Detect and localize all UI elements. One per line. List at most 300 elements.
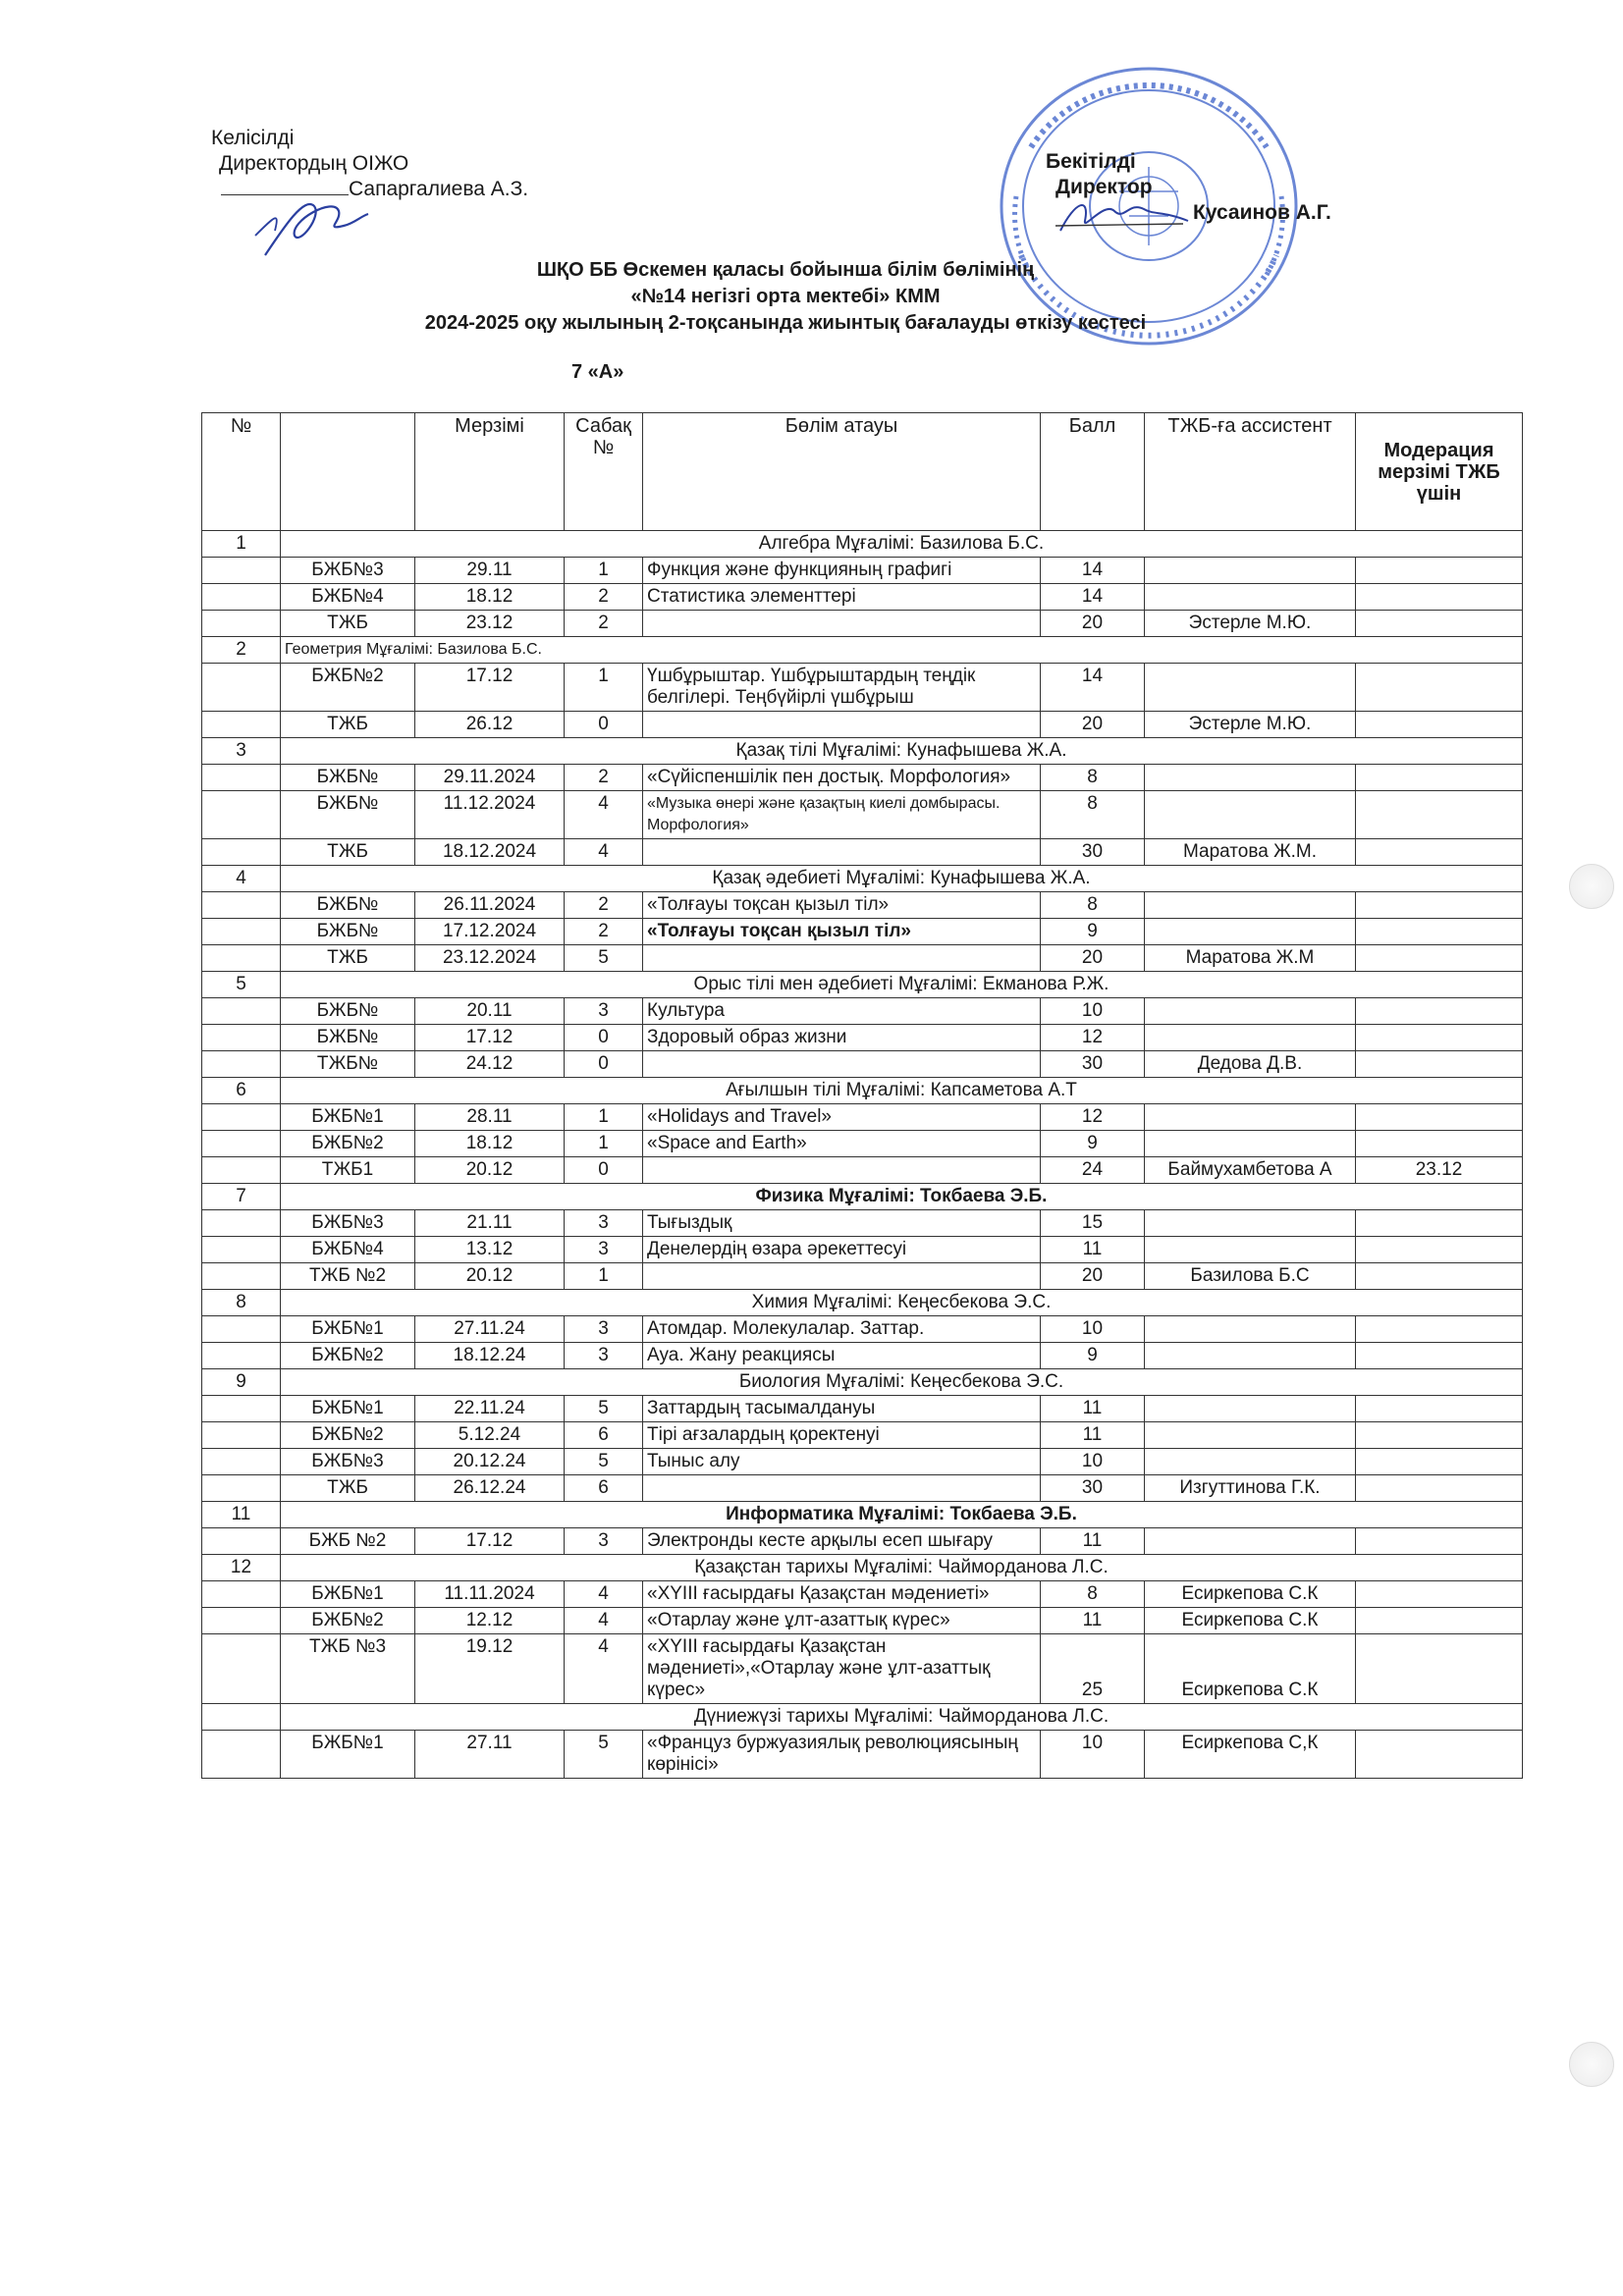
- assessment-date: 29.11: [415, 558, 565, 584]
- lesson-number: 4: [565, 1608, 643, 1634]
- lesson-number: 3: [565, 1210, 643, 1237]
- assessment-type: ТЖБ: [281, 839, 415, 866]
- lesson-number: 6: [565, 1422, 643, 1449]
- assistant-name: [1145, 1449, 1356, 1475]
- lesson-number: 4: [565, 1581, 643, 1608]
- lesson-number: 0: [565, 712, 643, 738]
- assistant-name: [1145, 1528, 1356, 1555]
- table-row: [202, 1449, 1523, 1475]
- assessment-type: БЖБ№: [281, 892, 415, 919]
- lesson-number: 1: [565, 664, 643, 712]
- section-name: [643, 1051, 1041, 1078]
- table-row: [202, 919, 1523, 945]
- table-body: [202, 531, 1523, 1779]
- subject-number: 4: [202, 866, 281, 892]
- title-line-3: 2024-2025 оқу жылының 2-тоқсанында жиынтық бағалауды өткізу кестесі: [424, 312, 1147, 334]
- subject-row: [202, 1184, 1523, 1210]
- lesson-number: 3: [565, 998, 643, 1025]
- lesson-number: 2: [565, 611, 643, 637]
- subject-row: [202, 637, 1523, 664]
- row-spacer-cell: [202, 1396, 281, 1422]
- table-row: [202, 1581, 1523, 1608]
- moderation-date: [1356, 945, 1523, 972]
- assessment-type: БЖБ№: [281, 919, 415, 945]
- assessment-date: 18.12: [415, 1131, 565, 1157]
- class-label: 7 «А»: [571, 361, 624, 383]
- agreed-position: Директордың ОІЖО: [219, 152, 409, 175]
- assessment-date: 17.12: [415, 1025, 565, 1051]
- assistant-name: [1145, 1316, 1356, 1343]
- assistant-name: [1145, 791, 1356, 839]
- assessment-type: ТЖБ: [281, 1475, 415, 1502]
- section-name: Ауа. Жану реакциясы: [643, 1343, 1041, 1369]
- section-name: «Space and Earth»: [643, 1131, 1041, 1157]
- section-name: «Толғауы тоқсан қызыл тіл»: [643, 919, 1041, 945]
- subject-row: [202, 1290, 1523, 1316]
- subject-number: 3: [202, 738, 281, 765]
- moderation-date: [1356, 1104, 1523, 1131]
- moderation-date: [1356, 1608, 1523, 1634]
- assessment-type: БЖБ№1: [281, 1581, 415, 1608]
- assessment-type: БЖБ№4: [281, 1237, 415, 1263]
- assessment-type: БЖБ№2: [281, 1422, 415, 1449]
- score: 30: [1041, 1475, 1145, 1502]
- assistant-name: Есиркепова С.К: [1145, 1634, 1356, 1704]
- lesson-number: 1: [565, 558, 643, 584]
- row-spacer-cell: [202, 1528, 281, 1555]
- assessment-type: БЖБ№1: [281, 1104, 415, 1131]
- lesson-number: 4: [565, 839, 643, 866]
- section-name: «Француз буржуазиялық революциясының көрінісі»: [643, 1731, 1041, 1779]
- table-row: [202, 1051, 1523, 1078]
- subject-number: 7: [202, 1184, 281, 1210]
- score: 25: [1041, 1634, 1145, 1704]
- subject-number: 2: [202, 637, 281, 664]
- assessment-date: 20.12: [415, 1157, 565, 1184]
- header-date: Мерзімі: [415, 413, 565, 531]
- score: 20: [1041, 1263, 1145, 1290]
- moderation-date: [1356, 839, 1523, 866]
- assistant-name: [1145, 765, 1356, 791]
- score: 11: [1041, 1528, 1145, 1555]
- moderation-date: [1356, 1025, 1523, 1051]
- section-name: Статистика элементтері: [643, 584, 1041, 611]
- assessment-schedule-table: [201, 412, 1523, 1779]
- table-row: [202, 945, 1523, 972]
- assistant-name: Эстерле М.Ю.: [1145, 712, 1356, 738]
- assessment-date: 24.12: [415, 1051, 565, 1078]
- score: 14: [1041, 558, 1145, 584]
- score: 10: [1041, 998, 1145, 1025]
- assistant-name: Эстерле М.Ю.: [1145, 611, 1356, 637]
- section-name: [643, 1157, 1041, 1184]
- row-spacer-cell: [202, 919, 281, 945]
- section-name: «Отарлау және ұлт-азаттық күрес»: [643, 1608, 1041, 1634]
- assessment-date: 17.12: [415, 664, 565, 712]
- moderation-date: [1356, 1528, 1523, 1555]
- moderation-date: [1356, 664, 1523, 712]
- assistant-name: Маратова Ж.М: [1145, 945, 1356, 972]
- assistant-name: [1145, 892, 1356, 919]
- assessment-date: 11.12.2024: [415, 791, 565, 839]
- subject-title: Химия Мұғалімі: Кеңесбекова Э.С.: [281, 1290, 1523, 1316]
- row-spacer-cell: [202, 791, 281, 839]
- assessment-type: ТЖБ1: [281, 1157, 415, 1184]
- assessment-type: ТЖБ №2: [281, 1263, 415, 1290]
- score: 8: [1041, 791, 1145, 839]
- assistant-name: Маратова Ж.М.: [1145, 839, 1356, 866]
- table-row: [202, 1210, 1523, 1237]
- score: 8: [1041, 892, 1145, 919]
- moderation-date: [1356, 1449, 1523, 1475]
- table-row: [202, 558, 1523, 584]
- lesson-number: 5: [565, 1449, 643, 1475]
- lesson-number: 5: [565, 1731, 643, 1779]
- assessment-type: БЖБ№2: [281, 664, 415, 712]
- row-spacer-cell: [202, 1263, 281, 1290]
- lesson-number: 0: [565, 1051, 643, 1078]
- section-name: [643, 1475, 1041, 1502]
- section-name: Электронды кесте арқылы есеп шығару: [643, 1528, 1041, 1555]
- subject-title: Қазақ әдебиеті Мұғалімі: Кунафышева Ж.А.: [281, 866, 1523, 892]
- signature-left-icon: [245, 177, 373, 270]
- header-assistant: ТЖБ-ға ассистент: [1145, 413, 1356, 531]
- assessment-date: 18.12.24: [415, 1343, 565, 1369]
- section-name: Культура: [643, 998, 1041, 1025]
- lesson-number: 3: [565, 1237, 643, 1263]
- assessment-date: 18.12.2024: [415, 839, 565, 866]
- assessment-date: 27.11.24: [415, 1316, 565, 1343]
- moderation-date: [1356, 584, 1523, 611]
- table-row: [202, 1608, 1523, 1634]
- lesson-number: 1: [565, 1131, 643, 1157]
- section-name: [643, 611, 1041, 637]
- assistant-name: [1145, 1131, 1356, 1157]
- row-spacer-cell: [202, 892, 281, 919]
- row-spacer-cell: [202, 1449, 281, 1475]
- row-spacer-cell: [202, 1731, 281, 1779]
- signature-right-icon: [1055, 191, 1193, 240]
- table-row: [202, 1634, 1523, 1704]
- score: 14: [1041, 664, 1145, 712]
- title-line-1: ШҚО ББ Өскемен қаласы бойынша білім бөлімінің: [536, 259, 1035, 281]
- assessment-type: ТЖБ: [281, 712, 415, 738]
- row-spacer-cell: [202, 1608, 281, 1634]
- section-name: [643, 945, 1041, 972]
- document-title: [295, 257, 1276, 337]
- score: 10: [1041, 1731, 1145, 1779]
- moderation-date: [1356, 1396, 1523, 1422]
- score: 20: [1041, 712, 1145, 738]
- assessment-date: 20.12.24: [415, 1449, 565, 1475]
- assistant-name: [1145, 1025, 1356, 1051]
- section-name: «Holidays and Travel»: [643, 1104, 1041, 1131]
- table-row: [202, 664, 1523, 712]
- header-lesson: Сабақ №: [565, 413, 643, 531]
- moderation-date: [1356, 558, 1523, 584]
- assessment-date: 26.12.24: [415, 1475, 565, 1502]
- assistant-name: [1145, 1210, 1356, 1237]
- assessment-type: БЖБ№1: [281, 1316, 415, 1343]
- score: 30: [1041, 1051, 1145, 1078]
- lesson-number: 5: [565, 945, 643, 972]
- assistant-name: Есиркепова С.К: [1145, 1608, 1356, 1634]
- approved-name: Кусаинов А.Г.: [1193, 201, 1331, 224]
- assessment-date: 23.12: [415, 611, 565, 637]
- subject-title: Қазақ тілі Мұғалімі: Кунафышева Ж.А.: [281, 738, 1523, 765]
- assessment-date: 19.12: [415, 1634, 565, 1704]
- subject-title: Орыс тілі мен әдебиеті Мұғалімі: Екманова Р.Ж.: [281, 972, 1523, 998]
- subject-row: [202, 1555, 1523, 1581]
- assessment-date: 21.11: [415, 1210, 565, 1237]
- score: 12: [1041, 1104, 1145, 1131]
- section-name: [643, 1263, 1041, 1290]
- section-name: «Музыка өнері және қазақтың киелі домбырасы. Морфология»: [643, 791, 1041, 839]
- punch-hole: [1569, 2042, 1614, 2087]
- assessment-date: 27.11: [415, 1731, 565, 1779]
- assistant-name: Изгуттинова Г.К.: [1145, 1475, 1356, 1502]
- assistant-name: [1145, 1422, 1356, 1449]
- table-row: [202, 1475, 1523, 1502]
- subject-number: 5: [202, 972, 281, 998]
- table-row: [202, 1131, 1523, 1157]
- assessment-date: 20.12: [415, 1263, 565, 1290]
- section-name: «Толғауы тоқсан қызыл тіл»: [643, 892, 1041, 919]
- row-spacer-cell: [202, 712, 281, 738]
- header-moderation: Модерация мерзімі ТЖБ үшін: [1356, 413, 1523, 531]
- subject-number: 9: [202, 1369, 281, 1396]
- assessment-type: ТЖБ: [281, 611, 415, 637]
- moderation-date: [1356, 998, 1523, 1025]
- section-name: Тірі ағзалардың қоректенуі: [643, 1422, 1041, 1449]
- assessment-type: БЖБ№2: [281, 1608, 415, 1634]
- moderation-date: 23.12: [1356, 1157, 1523, 1184]
- assistant-name: [1145, 664, 1356, 712]
- subject-number: 6: [202, 1078, 281, 1104]
- section-name: Тыныс алу: [643, 1449, 1041, 1475]
- score: 30: [1041, 839, 1145, 866]
- score: 8: [1041, 765, 1145, 791]
- assessment-date: 11.11.2024: [415, 1581, 565, 1608]
- assessment-date: 29.11.2024: [415, 765, 565, 791]
- subject-title: Дүниежүзі тарихы Мұғалімі: Чаймορданова Л.С.: [281, 1704, 1523, 1731]
- score: 20: [1041, 945, 1145, 972]
- assistant-name: Есиркепова С,К: [1145, 1731, 1356, 1779]
- subject-title: Алгебра Мұғалімі: Базилова Б.С.: [281, 531, 1523, 558]
- row-spacer-cell: [202, 998, 281, 1025]
- score: 12: [1041, 1025, 1145, 1051]
- row-spacer-cell: [202, 584, 281, 611]
- table-row: [202, 1104, 1523, 1131]
- subject-title: Қазақстан тарихы Мұғалімі: Чаймορданова Л.С.: [281, 1555, 1523, 1581]
- score: 11: [1041, 1608, 1145, 1634]
- assessment-date: 5.12.24: [415, 1422, 565, 1449]
- assessment-type: БЖБ№2: [281, 1131, 415, 1157]
- assessment-type: БЖБ№1: [281, 1396, 415, 1422]
- assessment-type: ТЖБ №3: [281, 1634, 415, 1704]
- score: 10: [1041, 1449, 1145, 1475]
- assessment-type: БЖБ№1: [281, 1731, 415, 1779]
- row-spacer-cell: [202, 1157, 281, 1184]
- lesson-number: 3: [565, 1528, 643, 1555]
- subject-row: [202, 738, 1523, 765]
- moderation-date: [1356, 765, 1523, 791]
- row-spacer-cell: [202, 1343, 281, 1369]
- moderation-date: [1356, 1581, 1523, 1608]
- subject-row: [202, 1502, 1523, 1528]
- table-row: [202, 765, 1523, 791]
- moderation-date: [1356, 1343, 1523, 1369]
- row-spacer-cell: [202, 1475, 281, 1502]
- lesson-number: 4: [565, 1634, 643, 1704]
- assessment-date: 12.12: [415, 1608, 565, 1634]
- lesson-number: 5: [565, 1396, 643, 1422]
- moderation-date: [1356, 1634, 1523, 1704]
- row-spacer-cell: [202, 664, 281, 712]
- approved-label: Бекітілді: [1046, 150, 1136, 173]
- subject-row: [202, 531, 1523, 558]
- row-spacer-cell: [202, 1634, 281, 1704]
- row-spacer-cell: [202, 1422, 281, 1449]
- score: 10: [1041, 1316, 1145, 1343]
- moderation-date: [1356, 1316, 1523, 1343]
- assistant-name: [1145, 584, 1356, 611]
- approved-position: Директор: [1055, 176, 1153, 198]
- table-row: [202, 998, 1523, 1025]
- assistant-name: [1145, 1396, 1356, 1422]
- section-name: Здоровый образ жизни: [643, 1025, 1041, 1051]
- assessment-type: БЖБ№: [281, 765, 415, 791]
- row-spacer-cell: [202, 1581, 281, 1608]
- moderation-date: [1356, 1731, 1523, 1779]
- assessment-type: БЖБ№3: [281, 558, 415, 584]
- table-row: [202, 892, 1523, 919]
- lesson-number: 2: [565, 919, 643, 945]
- table-row: [202, 791, 1523, 839]
- subject-title: Информатика Мұғалімі: Токбаева Э.Б.: [281, 1502, 1523, 1528]
- title-line-2: «№14 негізгі орта мектебі» КММ: [630, 286, 941, 307]
- table-row: [202, 1528, 1523, 1555]
- assessment-type: ТЖБ№: [281, 1051, 415, 1078]
- assistant-name: Базилова Б.С: [1145, 1263, 1356, 1290]
- lesson-number: 3: [565, 1316, 643, 1343]
- lesson-number: 6: [565, 1475, 643, 1502]
- moderation-date: [1356, 1210, 1523, 1237]
- assessment-type: БЖБ№: [281, 1025, 415, 1051]
- assessment-type: БЖБ№3: [281, 1449, 415, 1475]
- assessment-date: 26.11.2024: [415, 892, 565, 919]
- moderation-date: [1356, 1263, 1523, 1290]
- assistant-name: [1145, 1104, 1356, 1131]
- moderation-date: [1356, 1131, 1523, 1157]
- section-name: [643, 839, 1041, 866]
- row-spacer-cell: [202, 1104, 281, 1131]
- assessment-date: 26.12: [415, 712, 565, 738]
- assessment-type: БЖБ№: [281, 998, 415, 1025]
- subject-row: [202, 866, 1523, 892]
- score: 9: [1041, 1343, 1145, 1369]
- subject-number: 12: [202, 1555, 281, 1581]
- moderation-date: [1356, 919, 1523, 945]
- moderation-date: [1356, 1237, 1523, 1263]
- moderation-date: [1356, 791, 1523, 839]
- table-row: [202, 584, 1523, 611]
- subject-row: [202, 1704, 1523, 1731]
- table-row: [202, 1157, 1523, 1184]
- header-score: Балл: [1041, 413, 1145, 531]
- section-name: «XYIII ғасырдағы Қазақстан мәдениеті»: [643, 1581, 1041, 1608]
- subject-number: [202, 1704, 281, 1731]
- table-row: [202, 1343, 1523, 1369]
- score: 11: [1041, 1422, 1145, 1449]
- row-spacer-cell: [202, 1025, 281, 1051]
- lesson-number: 4: [565, 791, 643, 839]
- subject-row: [202, 1078, 1523, 1104]
- assessment-date: 22.11.24: [415, 1396, 565, 1422]
- table-row: [202, 1316, 1523, 1343]
- subject-number: 8: [202, 1290, 281, 1316]
- assistant-name: Есиркепова С.К: [1145, 1581, 1356, 1608]
- table-row: [202, 1731, 1523, 1779]
- subject-number: 11: [202, 1502, 281, 1528]
- subject-title: Физика Мұғалімі: Токбаева Э.Б.: [281, 1184, 1523, 1210]
- header-section: Бөлім атауы: [643, 413, 1041, 531]
- section-name: «Сүйіспеншілік пен достық. Морфология»: [643, 765, 1041, 791]
- row-spacer-cell: [202, 1316, 281, 1343]
- assistant-name: [1145, 998, 1356, 1025]
- section-name: «XYIII ғасырдағы Қазақстан мәдениеті»,«Отарлау және ұлт-азаттық күрес»: [643, 1634, 1041, 1704]
- assistant-name: [1145, 919, 1356, 945]
- subject-title: Ағылшын тілі Мұғалімі: Капсаметова А.Т: [281, 1078, 1523, 1104]
- score: 14: [1041, 584, 1145, 611]
- assessment-type: БЖБ№3: [281, 1210, 415, 1237]
- moderation-date: [1356, 1475, 1523, 1502]
- punch-hole: [1569, 864, 1614, 909]
- table-row: [202, 1025, 1523, 1051]
- assessment-date: 23.12.2024: [415, 945, 565, 972]
- table-row: [202, 1263, 1523, 1290]
- assistant-name: [1145, 558, 1356, 584]
- assessment-type: БЖБ№: [281, 791, 415, 839]
- lesson-number: 1: [565, 1263, 643, 1290]
- subject-number: 1: [202, 531, 281, 558]
- moderation-date: [1356, 1051, 1523, 1078]
- assessment-date: 28.11: [415, 1104, 565, 1131]
- row-spacer-cell: [202, 1051, 281, 1078]
- subject-title: Геометрия Мұғалімі: Базилова Б.С.: [281, 637, 1523, 664]
- row-spacer-cell: [202, 945, 281, 972]
- table-row: [202, 712, 1523, 738]
- table-header-row: [202, 413, 1523, 531]
- row-spacer-cell: [202, 611, 281, 637]
- lesson-number: 2: [565, 892, 643, 919]
- row-spacer-cell: [202, 839, 281, 866]
- row-spacer-cell: [202, 1237, 281, 1263]
- subject-row: [202, 1369, 1523, 1396]
- section-name: Заттардың тасымалдануы: [643, 1396, 1041, 1422]
- section-name: Тығыздық: [643, 1210, 1041, 1237]
- table-row: [202, 1237, 1523, 1263]
- assessment-type: ТЖБ: [281, 945, 415, 972]
- section-name: Үшбұрыштар. Үшбұрыштардың теңдік белгілері. Теңбүйірлі үшбұрыш: [643, 664, 1041, 712]
- assessment-date: 18.12: [415, 584, 565, 611]
- score: 8: [1041, 1581, 1145, 1608]
- row-spacer-cell: [202, 765, 281, 791]
- section-name: [643, 712, 1041, 738]
- assessment-date: 17.12.2024: [415, 919, 565, 945]
- row-spacer-cell: [202, 1210, 281, 1237]
- assessment-type: БЖБ№4: [281, 584, 415, 611]
